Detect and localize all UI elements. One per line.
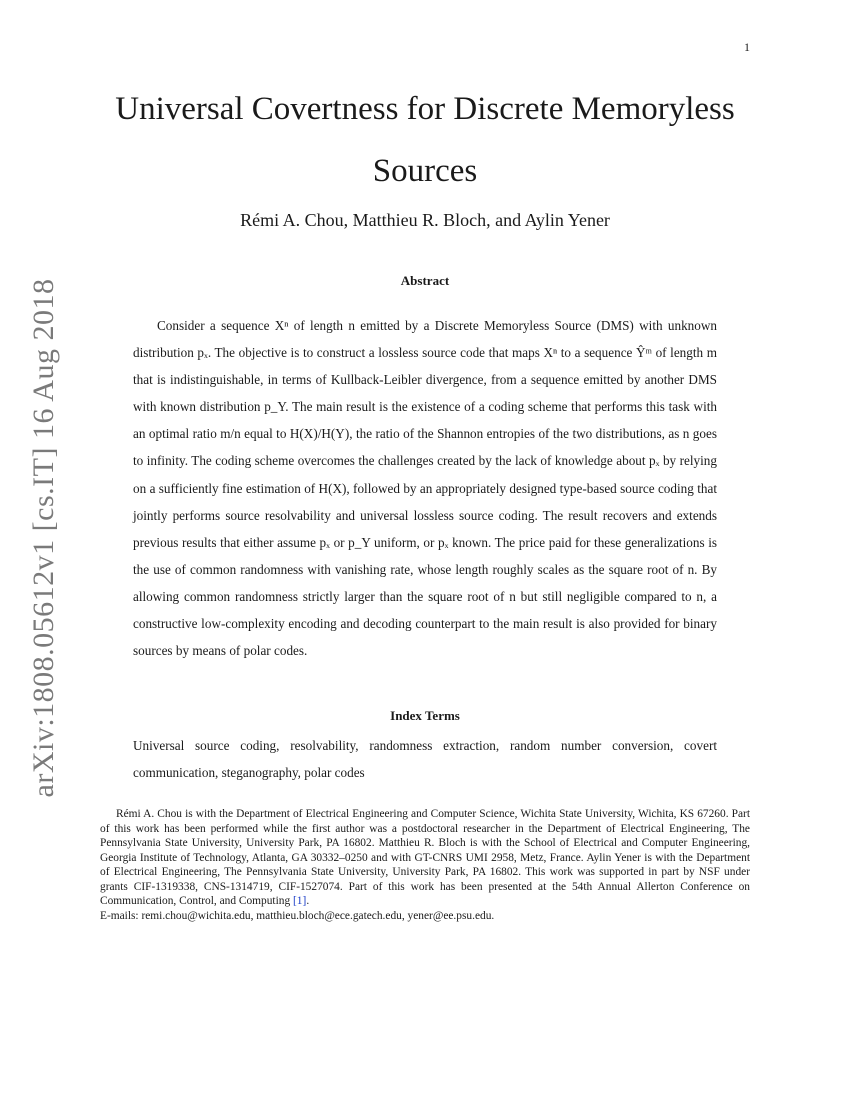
index-terms-text: Universal source coding, resolvability, randomness extraction, random number conversion, covert communication, steganography, polar codes <box>133 738 717 781</box>
index-terms-heading: Index Terms <box>390 708 460 723</box>
author-list: Rémi A. Chou, Matthieu R. Bloch, and Aylin Yener <box>240 210 610 230</box>
abstract-text: Consider a sequence Xⁿ of length n emitted by a Discrete Memoryless Source (DMS) with unknown distribution pₓ. The objective is to construct a lossless source code that maps Xⁿ to a sequence Ŷᵐ of length m that is indistinguishable, in terms of Kullback-Leibler divergence, from a sequence emitted by another DMS with known distribution p_Y. The main result is the existence of a coding scheme that performs this task with an optimal ratio m/n equal to H(X)/H(Y), the ratio of the Shannon entropies of the two distributions, as n goes to infinity. The coding scheme overcomes the challenges created by the lack of knowledge about pₓ by relying on a sufficiently fine estimation of H(X), followed by an appropriately designed type-based source coding that jointly performs source resolvability and universal lossless source coding. The result recovers and extends previous results that either assume pₓ or p_Y uniform, or pₓ known. The price paid for these generalizations is the use of common randomness with vanishing rate, whose length roughly scales as the square root of n. By allowing common randomness strictly larger than the square root of n but still negligible compared to n, a constructive low-complexity encoding and decoding counterpart to the main result is also provided for binary sources by means of polar codes. <box>133 318 717 659</box>
arxiv-identifier-stamp: arXiv:1808.05612v1 [cs.IT] 16 Aug 2018 <box>27 278 60 798</box>
paper-title: Universal Covertness for Discrete Memoryless Sources <box>115 91 735 189</box>
abstract-heading: Abstract <box>400 273 450 288</box>
footnote-emails: E-mails: remi.chou@wichita.edu, matthieu.bloch@ece.gatech.edu, yener@ee.psu.edu. <box>100 909 495 922</box>
citation-link[interactable]: [1] <box>293 895 307 907</box>
page-number: 1 <box>744 40 750 54</box>
footnote-text-end: . <box>306 895 310 907</box>
footnote-text: Rémi A. Chou is with the Department of Electrical Engineering and Computer Science, Wichita State University, Wichita, KS 67260. Part of this work has been performed while the first author was a postdoctoral researcher in the Department of Electrical Engineering, The Pennsylvania State University, University Park, PA 16802. Matthieu R. Bloch is with the School of Electrical and Computer Engineering, Georgia Institute of Technology, Atlanta, GA 30332–0250 and with GT-CNRS UMI 2958, Metz, France. Aylin Yener is with the Department of Electrical Engineering, The Pennsylvania State University, University Park, PA 16802. This work was supported in part by NSF under grants CIF-1319338, CNS-1314719, CIF-1527074. Part of this work has been presented at the 54th Annual Allerton Conference on Communication, Control, and Computing <box>100 808 750 907</box>
author-affiliation-footnote <box>100 807 750 923</box>
